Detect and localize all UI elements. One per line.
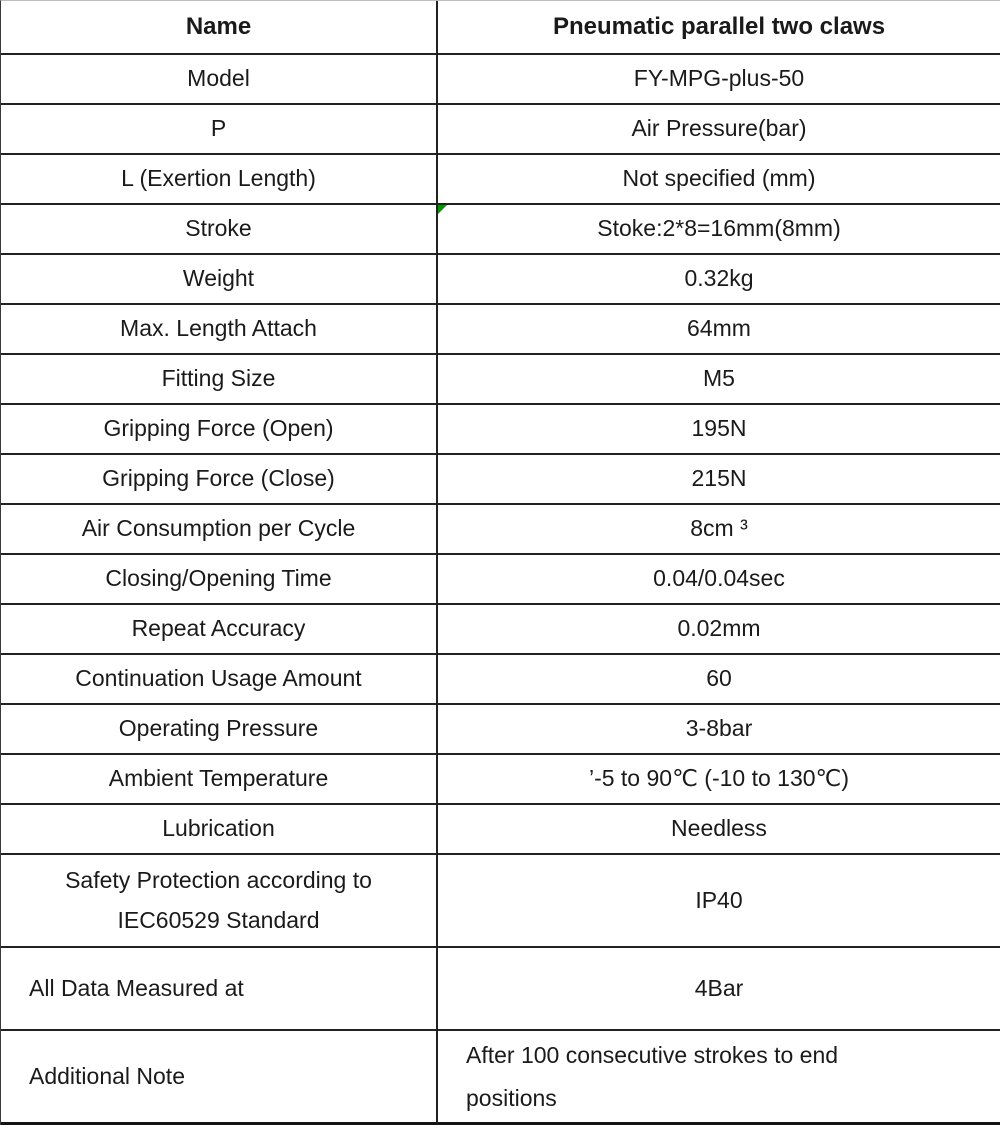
spec-value-cell: 3-8bar — [438, 705, 1000, 755]
table-row — [1, 455, 1000, 505]
spec-value-cell: 215N — [438, 455, 1000, 505]
spec-name-cell: Stroke — [1, 205, 438, 255]
spec-value-cell: Not specified (mm) — [438, 155, 1000, 205]
spec-value-cell: 8cm ³ — [438, 505, 1000, 555]
spec-name-cell: Max. Length Attach — [1, 305, 438, 355]
spec-name-cell: Additional Note — [1, 1031, 438, 1125]
spec-value-cell: After 100 consecutive strokes to end positions — [438, 1031, 1000, 1125]
table-row — [1, 1031, 1000, 1125]
spec-name-cell: Weight — [1, 255, 438, 305]
spec-name-cell: Operating Pressure — [1, 705, 438, 755]
table-row — [1, 505, 1000, 555]
table-row — [1, 155, 1000, 205]
table-row — [1, 105, 1000, 155]
spec-name-cell: Gripping Force (Close) — [1, 455, 438, 505]
spec-value-cell: 195N — [438, 405, 1000, 455]
spec-name-cell: Continuation Usage Amount — [1, 655, 438, 705]
table-row — [1, 305, 1000, 355]
spec-value-cell: 4Bar — [438, 948, 1000, 1031]
spec-value-cell: Needless — [438, 805, 1000, 855]
spec-name-cell: All Data Measured at — [1, 948, 438, 1031]
spec-name-cell: Air Consumption per Cycle — [1, 505, 438, 555]
spec-value-cell: ’-5 to 90℃ (-10 to 130℃) — [438, 755, 1000, 805]
spec-name-cell: Model — [1, 55, 438, 105]
header-name-cell: Name — [1, 1, 438, 55]
table-row — [1, 255, 1000, 305]
spec-name-cell: Fitting Size — [1, 355, 438, 405]
table-row — [1, 555, 1000, 605]
spec-value-cell: M5 — [438, 355, 1000, 405]
table-row — [1, 355, 1000, 405]
table-row — [1, 855, 1000, 948]
spec-value-cell: 0.04/0.04sec — [438, 555, 1000, 605]
table-row — [1, 755, 1000, 805]
spec-value-cell: IP40 — [438, 855, 1000, 948]
table-row — [1, 55, 1000, 105]
spec-name-cell: Closing/Opening Time — [1, 555, 438, 605]
table-row — [1, 605, 1000, 655]
spec-name-cell: P — [1, 105, 438, 155]
spec-name-cell: Lubrication — [1, 805, 438, 855]
spec-value-cell: FY-MPG-plus-50 — [438, 55, 1000, 105]
spec-name-cell: Repeat Accuracy — [1, 605, 438, 655]
spec-value-cell: 0.32kg — [438, 255, 1000, 305]
table-row — [1, 405, 1000, 455]
table-body — [1, 55, 1000, 1125]
table-header-row — [1, 1, 1000, 55]
table-header — [1, 1, 1000, 55]
spec-value-cell: 60 — [438, 655, 1000, 705]
spec-value-cell: Air Pressure(bar) — [438, 105, 1000, 155]
spec-name-cell: Safety Protection according to IEC60529 Standard — [1, 855, 438, 948]
spec-value-cell: 64mm — [438, 305, 1000, 355]
spec-name-cell: Ambient Temperature — [1, 755, 438, 805]
table-row — [1, 948, 1000, 1031]
table-row — [1, 655, 1000, 705]
table-row — [1, 805, 1000, 855]
table-row — [1, 205, 1000, 255]
table-row — [1, 705, 1000, 755]
spec-name-cell: L (Exertion Length) — [1, 155, 438, 205]
spec-name-cell: Gripping Force (Open) — [1, 405, 438, 455]
header-product-cell: Pneumatic parallel two claws — [438, 1, 1000, 55]
spec-value-cell: Stoke:2*8=16mm(8mm) — [438, 205, 1000, 255]
spec-value-cell: 0.02mm — [438, 605, 1000, 655]
